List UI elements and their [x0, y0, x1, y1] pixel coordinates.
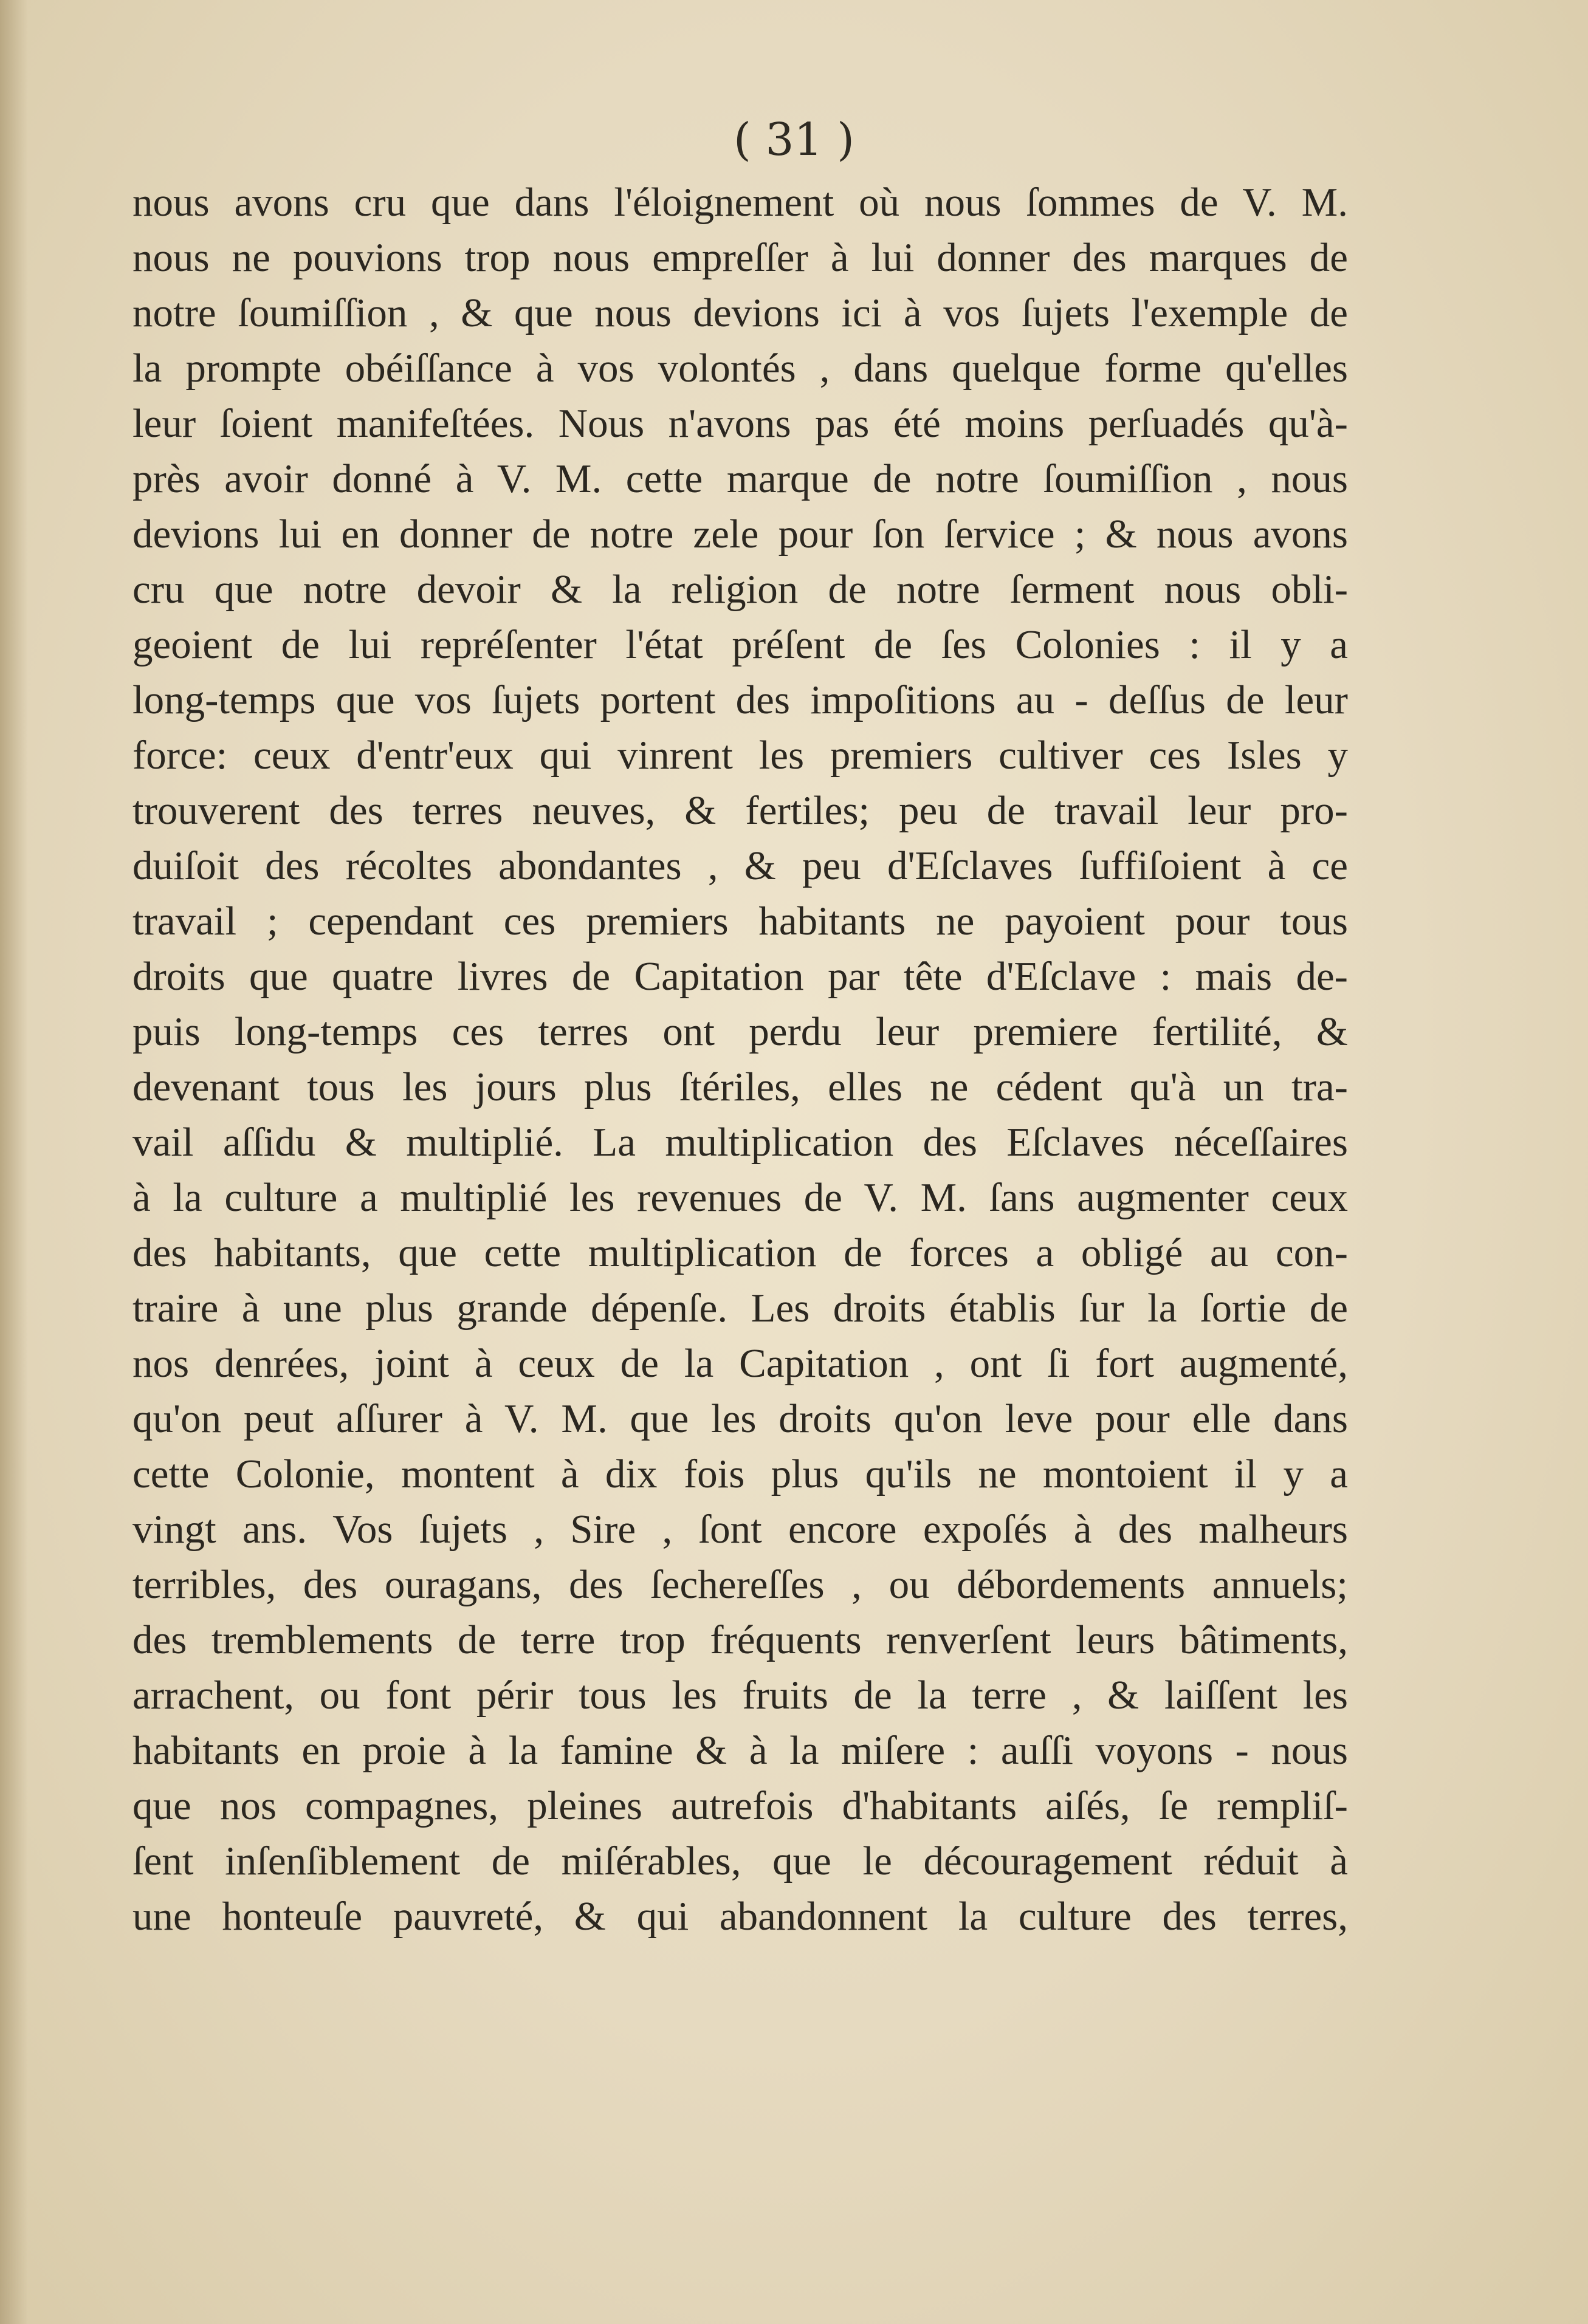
text-line: cette Colonie, montent à dix fois plus qu'ils ne montoient il y a [132, 1452, 1348, 1496]
text-line: vail aſſidu & multiplié. La multiplication des Eſclaves néceſſaires [132, 1120, 1348, 1165]
text-line: la prompte obéiſſance à vos volontés , dans quelque forme qu'elles [132, 346, 1348, 391]
text-line: long-temps que vos ſujets portent des impoſitions au - deſſus de leur [132, 677, 1348, 722]
text-line: habitants en proie à la famine & à la miſere : auſſi voyons - nous [132, 1728, 1348, 1773]
text-line: près avoir donné à V. M. cette marque de notre ſoumiſſion , nous [132, 456, 1348, 501]
text-line: nous avons cru que dans l'éloignement où nous ſommes de V. M. [132, 180, 1348, 225]
text-line: devions lui en donner de notre zele pour ſon ſervice ; & nous avons [132, 512, 1348, 557]
text-line: droits que quatre livres de Capitation par tête d'Eſclave : mais de- [132, 954, 1348, 999]
text-line: qu'on peut aſſurer à V. M. que les droits qu'on leve pour elle dans [132, 1396, 1348, 1441]
text-line: que nos compagnes, pleines autrefois d'habitants aiſés, ſe rempliſ- [132, 1783, 1348, 1828]
text-line: une honteuſe pauvreté, & qui abandonnent la culture des terres, [132, 1894, 1348, 1939]
body-text [132, 175, 1348, 1944]
text-line: duiſoit des récoltes abondantes , & peu d'Eſclaves ſuffiſoient à ce [132, 843, 1348, 888]
text-line: puis long-temps ces terres ont perdu leur premiere fertilité, & [132, 1009, 1348, 1054]
page-number: ( 31 ) [734, 114, 854, 166]
text-line: force: ceux d'entr'eux qui vinrent les premiers cultiver ces Isles y [132, 733, 1348, 778]
text-line: ſent inſenſiblement de miſérables, que le découragement réduit à [132, 1839, 1348, 1884]
text-line: geoient de lui repréſenter l'état préſent de ſes Colonies : il y a [132, 622, 1348, 667]
text-line: nous ne pouvions trop nous empreſſer à lui donner des marques de [132, 235, 1348, 280]
text-line: arrachent, ou font périr tous les fruits de la terre , & laiſſent les [132, 1673, 1348, 1718]
text-line: devenant tous les jours plus ſtériles, elles ne cédent qu'à un tra- [132, 1064, 1348, 1109]
text-line: travail ; cependant ces premiers habitants ne payoient pour tous [132, 899, 1348, 944]
text-line: notre ſoumiſſion , & que nous devions ici à vos ſujets l'exemple de [132, 290, 1348, 335]
text-line: nos denrées, joint à ceux de la Capitation , ont ſi fort augmenté, [132, 1341, 1348, 1386]
text-line: des tremblements de terre trop fréquents renverſent leurs bâtiments, [132, 1617, 1348, 1662]
text-line: cru que notre devoir & la religion de notre ſerment nous obli- [132, 567, 1348, 612]
page-edge-shadow [0, 0, 28, 2324]
text-line: trouverent des terres neuves, & fertiles; peu de travail leur pro- [132, 788, 1348, 833]
text-line: leur ſoient manifeſtées. Nous n'avons pas été moins perſuadés qu'à- [132, 401, 1348, 446]
text-line: à la culture a multiplié les revenues de V. M. ſans augmenter ceux [132, 1175, 1348, 1220]
text-line: vingt ans. Vos ſujets , Sire , ſont encore expoſés à des malheurs [132, 1507, 1348, 1552]
text-line: terribles, des ouragans, des ſechereſſes , ou débordements annuels; [132, 1562, 1348, 1607]
text-line: des habitants, que cette multiplication de forces a obligé au con- [132, 1230, 1348, 1275]
text-line: traire à une plus grande dépenſe. Les droits établis ſur la ſortie de [132, 1286, 1348, 1331]
